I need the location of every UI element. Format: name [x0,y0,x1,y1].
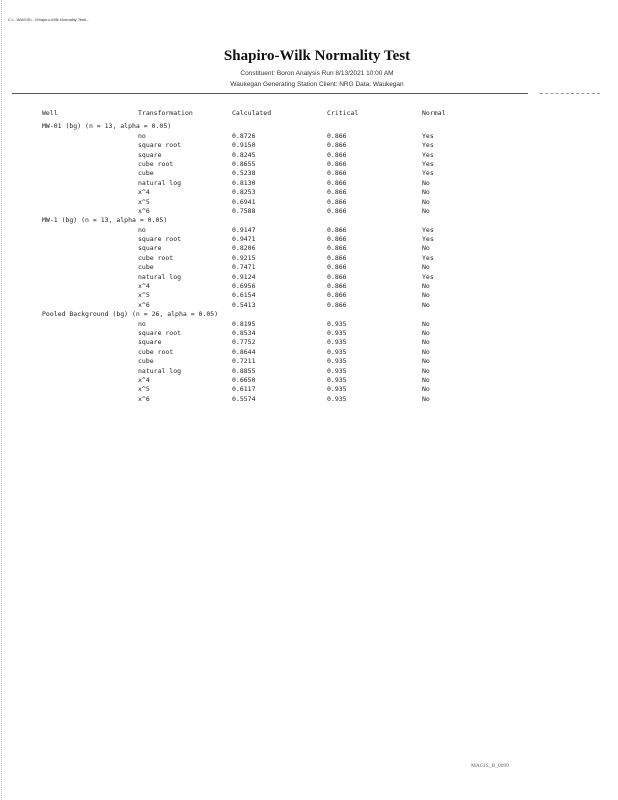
critical-cell: 0.935 [327,375,347,384]
normal-cell: No [422,178,430,187]
critical-cell: 0.866 [327,263,347,272]
calculated-cell: 0.8655 [232,159,256,168]
transformation-cell: square [138,244,162,253]
col-header-well: Well [42,109,58,117]
normal-cell: Yes [422,235,434,244]
calculated-cell: 0.9215 [232,253,256,262]
critical-cell: 0.866 [327,225,347,234]
critical-cell: 0.935 [327,338,347,347]
critical-cell: 0.866 [327,272,347,281]
transformation-cell: natural log [138,178,182,187]
critical-cell: 0.866 [327,253,347,262]
col-header-critical: Critical [327,109,359,117]
normal-cell: No [422,338,430,347]
group-label: MW-01 (bg) (n = 13, alpha = 0.05) [42,122,172,131]
transformation-cell: x^5 [138,385,150,394]
calculated-cell: 0.9147 [232,225,256,234]
normal-cell: No [422,282,430,291]
calculated-cell: 0.6650 [232,375,256,384]
normal-cell: No [422,263,430,272]
report-title: Shapiro-Wilk Normality Test [223,48,411,64]
calculated-cell: 0.8206 [232,244,256,253]
critical-cell: 0.866 [327,235,347,244]
calculated-cell: 0.9471 [232,235,256,244]
transformation-cell: x^4 [138,282,150,291]
document-id: MAGIS_B_0099 [471,763,509,769]
transformation-cell: square root [138,141,182,150]
calculated-cell: 0.8253 [232,188,256,197]
normal-cell: No [422,347,430,356]
transformation-cell: square [138,150,162,159]
critical-cell: 0.866 [327,188,347,197]
report-subtitle-site: Waukegan Generating Station Client: NRG Data: Waukegan [230,81,404,88]
transformation-cell: square root [138,328,182,337]
group-label: MW-1 (bg) (n = 13, alpha = 0.05) [42,216,168,225]
critical-cell: 0.935 [327,347,347,356]
normal-cell: No [422,394,430,403]
transformation-cell: x^5 [138,291,150,300]
normal-cell: Yes [422,159,434,168]
report-subtitle-analysis: Constituent: Boron Analysis Run 8/13/2021 10:00 AM [240,70,394,77]
transformation-cell: x^4 [138,188,150,197]
calculated-cell: 0.6941 [232,197,256,206]
transformation-cell: no [138,225,146,234]
normal-cell: No [422,188,430,197]
normal-cell: Yes [422,225,434,234]
critical-cell: 0.866 [327,291,347,300]
critical-cell: 0.935 [327,385,347,394]
transformation-cell: cube root [138,347,174,356]
critical-cell: 0.866 [327,282,347,291]
normal-cell: No [422,319,430,328]
transformation-cell: cube root [138,253,174,262]
col-header-transformation: Transformation [138,109,193,117]
calculated-cell: 0.7471 [232,263,256,272]
page-edge-dots [1,0,4,800]
normal-cell: No [422,375,430,384]
normal-cell: Yes [422,169,434,178]
normal-cell: No [422,357,430,366]
calculated-cell: 0.8534 [232,328,256,337]
calculated-cell: 0.9150 [232,141,256,150]
transformation-cell: cube [138,169,154,178]
normal-cell: Yes [422,150,434,159]
calculated-cell: 0.8195 [232,319,256,328]
critical-cell: 0.866 [327,244,347,253]
calculated-cell: 0.8855 [232,366,256,375]
col-header-normal: Normal [422,109,446,117]
transformation-cell: cube root [138,159,174,168]
transformation-cell: square root [138,235,182,244]
critical-cell: 0.866 [327,300,347,309]
transformation-cell: no [138,131,146,140]
critical-cell: 0.935 [327,366,347,375]
critical-cell: 0.866 [327,150,347,159]
col-header-calculated: Calculated [232,109,272,117]
normal-cell: Yes [422,253,434,262]
calculated-cell: 0.8644 [232,347,256,356]
critical-cell: 0.866 [327,159,347,168]
transformation-cell: x^6 [138,394,150,403]
group-label: Pooled Background (bg) (n = 26, alpha = 0.05) [42,310,219,319]
normal-cell: No [422,197,430,206]
critical-cell: 0.866 [327,131,347,140]
critical-cell: 0.866 [327,169,347,178]
transformation-cell: no [138,319,146,328]
calculated-cell: 0.6117 [232,385,256,394]
calculated-cell: 0.6154 [232,291,256,300]
calculated-cell: 0.8245 [232,150,256,159]
header-rule-right [540,93,600,94]
calculated-cell: 0.7588 [232,206,256,215]
transformation-cell: x^5 [138,197,150,206]
normal-cell: No [422,385,430,394]
transformation-cell: x^6 [138,206,150,215]
calculated-cell: 0.8726 [232,131,256,140]
critical-cell: 0.935 [327,394,347,403]
normal-cell: No [422,244,430,253]
critical-cell: 0.935 [327,319,347,328]
normal-cell: No [422,300,430,309]
calculated-cell: 0.5238 [232,169,256,178]
critical-cell: 0.935 [327,328,347,337]
critical-cell: 0.866 [327,197,347,206]
normal-cell: Yes [422,131,434,140]
critical-cell: 0.935 [327,357,347,366]
calculated-cell: 0.7211 [232,357,256,366]
header-rule [12,93,528,94]
normal-cell: No [422,291,430,300]
calculated-cell: 0.5574 [232,394,256,403]
calculated-cell: 0.7752 [232,338,256,347]
transformation-cell: x^4 [138,375,150,384]
critical-cell: 0.866 [327,141,347,150]
normal-cell: Yes [422,141,434,150]
normal-cell: No [422,328,430,337]
normal-cell: No [422,366,430,375]
critical-cell: 0.866 [327,206,347,215]
transformation-cell: cube [138,263,154,272]
transformation-cell: natural log [138,272,182,281]
critical-cell: 0.866 [327,178,347,187]
calculated-cell: 0.5413 [232,300,256,309]
calculated-cell: 0.6956 [232,282,256,291]
normal-cell: Yes [422,272,434,281]
transformation-cell: square [138,338,162,347]
transformation-cell: natural log [138,366,182,375]
transformation-cell: cube [138,357,154,366]
calculated-cell: 0.8130 [232,178,256,187]
transformation-cell: x^6 [138,300,150,309]
file-path-header: C:\...\MAGIS\...\Shapiro-Wilk Normality Test\... [8,17,90,22]
normal-cell: No [422,206,430,215]
calculated-cell: 0.9124 [232,272,256,281]
